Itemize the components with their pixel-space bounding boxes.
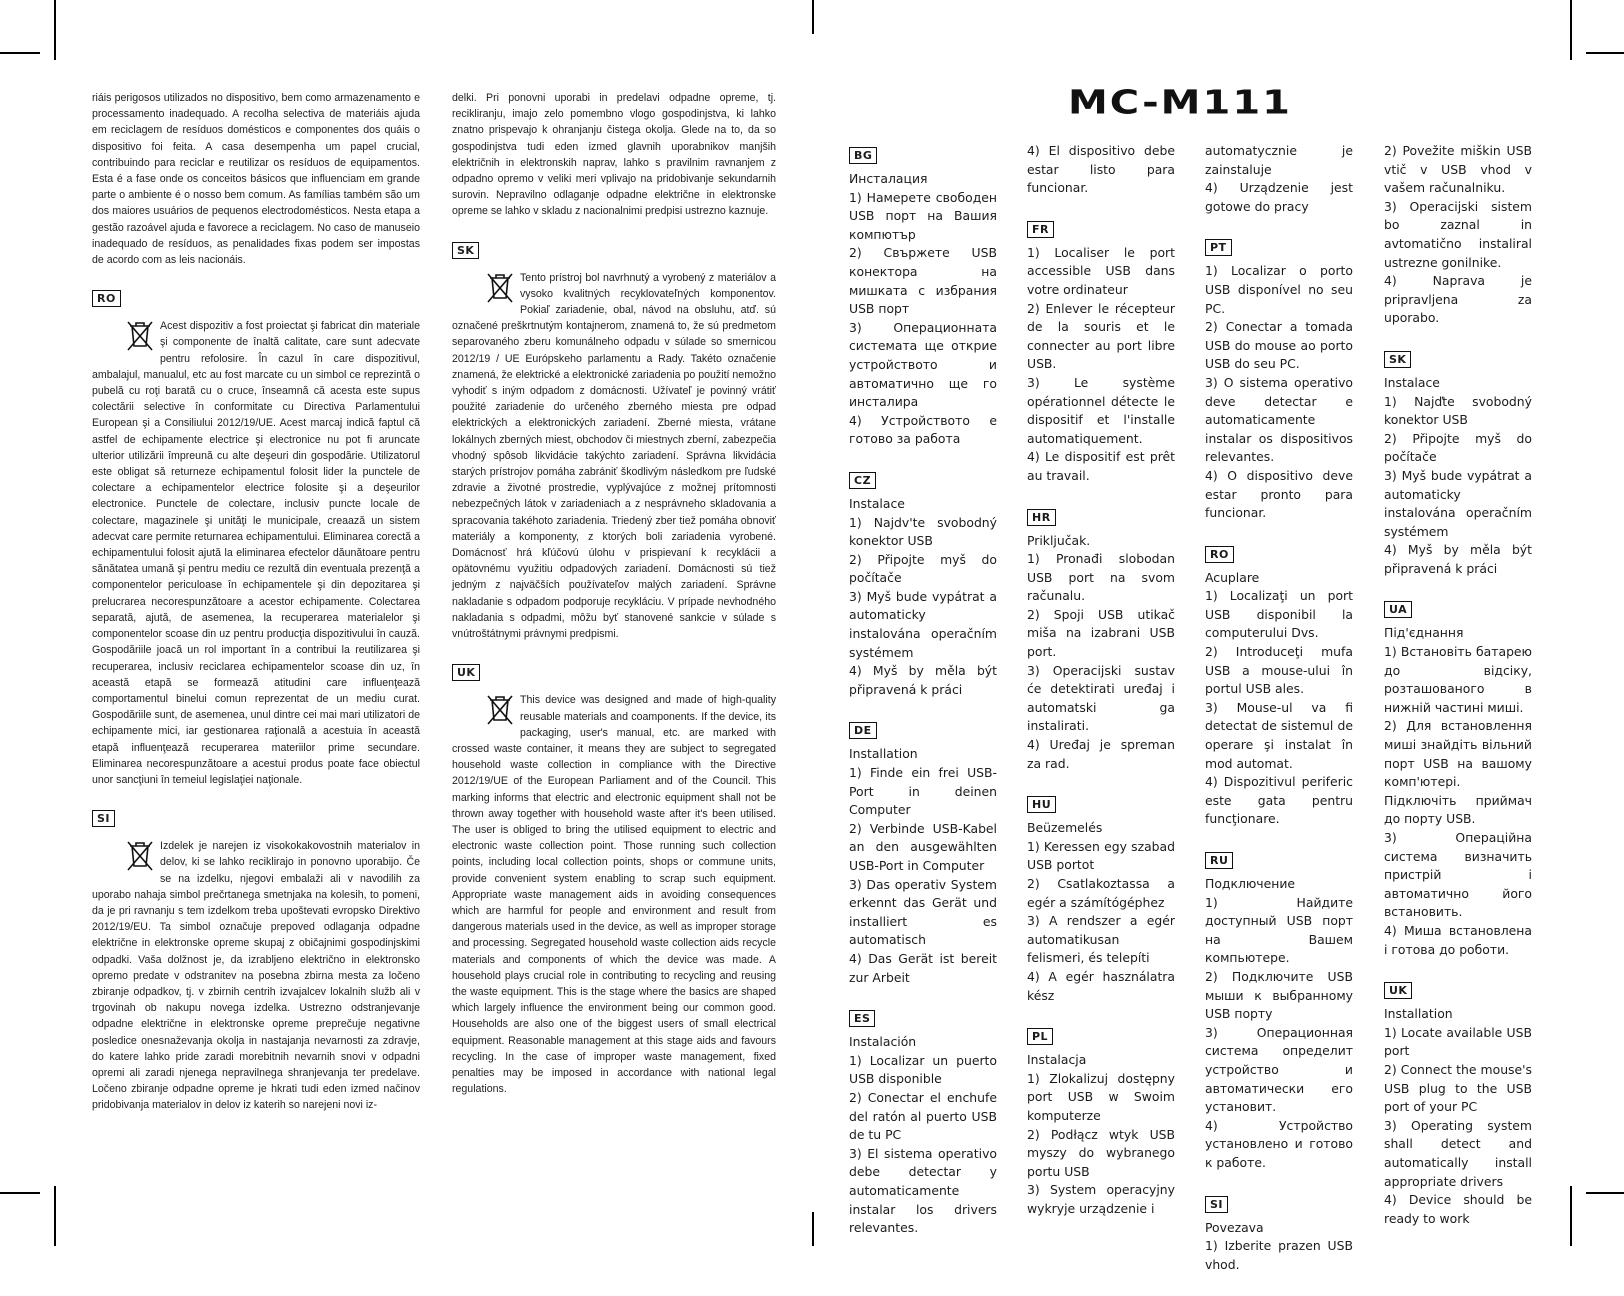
install-section-pl (1027, 1027, 1175, 1218)
install-column-4 (1384, 142, 1532, 1250)
lang-badge-ro: RO (92, 290, 121, 307)
lang-badge-pt: PT (1205, 239, 1232, 256)
install-column-2 (1027, 142, 1175, 1241)
si-tail-text: delki. Pri ponovni uporabi in predelavi odpadne opreme, tj. recikliranju, imajo zelo pomembno vlogo gospodinjstva, ki lahko znatno prispevajo k ohranjanju čistega okolja. Glede na to, da so gospodinjstva tudi eden izmed glavnih uporabnikov manjših električnih in elektronskih naprav, lahko s pravilnim ravnanjem z odpadno opremo v veliki meri vplivajo na pridobivanje sekundarnih surovin. Nepravilno odlaganje odpadne električne in elektronske opreme se lahko v skladu z nacionalnimi predpisi ustrezno kaznuje. (452, 92, 776, 218)
install-heading: Инсталация (849, 171, 928, 186)
uk-disposal-body (452, 692, 776, 1097)
install-step: 2) Podłącz wtyk USB myszy do wybranego portu USB (1027, 1126, 1175, 1179)
crossed-bin-icon (126, 320, 154, 352)
install-heading: Instalace (1384, 374, 1440, 390)
install-step: 1) Zlokalizuj dostępny port USB w Swoim komputerze (1027, 1070, 1175, 1123)
install-step: 1) Localizar un puerto USB disponible (849, 1052, 997, 1087)
crop-mark (54, 1186, 56, 1246)
install-step: 2) Povežite miškin USB vtič v USB vhod v vašem računalniku. (1384, 143, 1532, 196)
install-step: 1) Locate available USB port (1384, 1024, 1532, 1059)
install-column-3 (1205, 142, 1353, 1296)
install-section-ro (1205, 545, 1353, 829)
crop-mark (1586, 1192, 1624, 1194)
install-step: 4) Myš by měla být připravená k práci (849, 663, 997, 697)
crossed-bin-icon (486, 272, 514, 304)
install-step: 3) O sistema operativo deve detectar e automaticamente instalar os dispositivos relevantes. (1205, 374, 1353, 465)
install-step: 4) Миша встановлена і готова до роботи. (1384, 922, 1532, 957)
install-step: 3) Myš bude vypátrat a automaticky instalována operačním systémem (1384, 467, 1532, 539)
install-heading: Acuplare (1205, 569, 1260, 585)
install-heading: Instalación (849, 1034, 917, 1050)
si-disposal-section (92, 810, 420, 1113)
install-step: 2) Spoji USB utikač miša na izabrani USB port. (1027, 606, 1175, 660)
install-heading: Priključak. (1027, 532, 1091, 548)
install-step: 2) Для встановлення миші знайдіть вільний порт USB на вашому комп'ютері. Підключіть приймач до порту USB. (1384, 718, 1532, 827)
install-section-pt (1205, 238, 1353, 522)
install-step: 4) Device should be ready to work (1384, 1192, 1532, 1226)
install-step: 1) Pronađi slobodan USB port na svom računalu. (1027, 551, 1175, 604)
uk-disposal-section (452, 664, 776, 1097)
install-step: 4) El dispositivo debe estar listo para funcionar. (1027, 143, 1175, 196)
install-step: 4) Dispozitivul periferic este gata pentru funcţionare. (1205, 774, 1353, 827)
install-step: 3) Das operativ System erkennt das Gerät und installiert es automatisch (849, 876, 997, 948)
install-step: 4) Устройство установлено и готово к работе. (1205, 1117, 1353, 1170)
install-step: 2) Introduceţi mufa USB a mouse-ului în portul USB ales. (1205, 644, 1353, 697)
left-column-1 (92, 90, 420, 1140)
si-disposal-body (92, 838, 420, 1113)
ro-disposal-section (92, 290, 420, 788)
install-step: 3) Операційна система визначить пристрій і автоматично його встановить. (1384, 830, 1532, 920)
install-step: 1) Najďte svobodný konektor USB (1384, 393, 1532, 428)
lang-badge-sk: SK (452, 242, 479, 259)
sk-disposal-section (452, 242, 776, 643)
install-step: 4) Urządzenie jest gotowe do pracy (1205, 180, 1353, 214)
crop-mark (1586, 52, 1624, 54)
install-section-hr (1027, 508, 1175, 774)
si-disposal-text: Izdelek je narejen iz visokokakovostnih materialov in delov, ki se lahko reciklirajo in ponovno uporabijo. Če se na izdelku, njegovi embalaži ali v navodilih za uporabo nahaja simbol prečrtanega smetnjaka na kolesih, to pomeni, da je pri ravnanju s tem izdelkom treba upoštevati evropsko Direktivo 2012/19/EU. Ta simbol označuje prepoved odlaganja odpadne električne in elektronske opreme skupaj z običajnimi gospodinjskimi odpadki. Vaša dolžnost je, da izrabljeno električno in elektronsko opremo predate v odstranitev na posebna zbirna mesta za ločeno zbiranje odpadkov, tj. v zbirnih centrih izvajalcev lokalnih služb ali v trgovinah ob nakupu novega izdelka. Ustrezno odstranjevanje odpadne električne in elektronske opreme preprečuje negativne posledice onesnaževanja okolja in nastajanja nevarnosti za zdravje, do katere lahko pride zaradi morebitnih nevarnih snovi v odpadni opremi ali zaradi njenega nepravilnega shranjevanja ter predelave. Ločeno zbiranje odpadne opreme je hkrati tudi eden izmed načinov pridobivanja materialov in delov iz katerih so narejeni novi iz- (92, 840, 420, 1112)
install-heading: Під'єднання (1384, 625, 1464, 641)
lang-badge-ru: RU (1205, 852, 1233, 869)
install-section-si (1205, 1195, 1353, 1275)
install-step: 3) Operacijski sistem bo zaznal in avtomatično instaliral ustrezne gonilnike. (1384, 198, 1532, 270)
install-step: 1) Localizaţi un port USB disponibil la computerului Dvs. (1205, 588, 1353, 641)
install-step: 1) Izberite prazen USB vhod. (1205, 1238, 1353, 1272)
install-section-ru (1205, 851, 1353, 1173)
install-section-sk (1384, 350, 1532, 579)
install-step: 3) Mouse-ul va fi detectat de sistemul de operare şi instalat în mod automat. (1205, 699, 1353, 771)
lang-badge-es: ES (849, 1010, 875, 1027)
install-step: 3) Операционная система определит устройство и автоматически его установит. (1205, 1024, 1353, 1115)
install-step: 2) Conectar el enchufe del ratón al puerto USB de tu PC (849, 1089, 997, 1143)
lang-badge-ro: RO (1205, 546, 1234, 563)
install-step: 2) Připojte myš do počítače (1384, 430, 1532, 465)
lang-badge-uk: UK (452, 664, 480, 681)
install-section-continued (1384, 142, 1532, 328)
install-step: 3) Le système opérationnel détecte le dispositif et l'installe automatiquement. (1027, 374, 1175, 446)
lang-badge-de: DE (849, 722, 877, 739)
model-title (1068, 84, 1308, 140)
install-section-de (849, 721, 997, 987)
pt-tail-text: riáis perigosos utilizados no dispositivo, bem como armazenamento e processamento inadequado. A recolha selectiva de materiáis ajuda em reciclagem de resíduos domésticos e componentes dos quáis o dispositivo foi feita. A casa desempenha um papel crucial, contribuindo para reciclar e reutilizar os resíduos de equipamentos. Esta é a fase onde os conceitos básicos que influenciam em grande parte o ambiente é o nosso bem comum. As famílias também são um dos maiores usuários de pequenos electrodomésticos. Nesta etapa a gestão razoável ajuda e favorece a reciclagem. No caso de manuseio inadequado de resíduos, as penalidades fixas podem ser impostas de acordo com as leis nacionáis. (92, 92, 420, 267)
install-step: 2) Csatlakoztassa a egér a számítógéphez (1027, 876, 1175, 910)
lang-badge-pl: PL (1027, 1028, 1053, 1045)
install-step: automatycznie je zainstaluje (1205, 143, 1353, 177)
lang-badge-si: SI (1205, 1196, 1228, 1213)
lang-badge-cz: CZ (849, 472, 876, 489)
install-step: 3) El sistema operativo debe detectar y automaticamente instalar los drivers relevantes. (849, 1145, 997, 1236)
install-heading: Installation (849, 746, 918, 762)
install-step: 3) Операционната системата ще открие устройството и автоматично ще го инсталира (849, 319, 997, 410)
crossed-bin-icon (486, 694, 514, 726)
install-step: 2) Conectar a tomada USB do mouse ao porto USB do seu PC. (1205, 319, 1353, 372)
install-step: 4) Myš by měla být připravená k práci (1384, 542, 1532, 576)
crop-mark (812, 1212, 814, 1246)
install-heading: Instalace (849, 495, 905, 511)
model-title-text: MC-M111 (1068, 84, 1292, 122)
install-step: 4) O dispositivo deve estar pronto para funcionar. (1205, 467, 1353, 521)
install-section-cz (849, 471, 997, 700)
install-step: 3) System operacyjny wykryje urządzenie i (1027, 1182, 1175, 1216)
install-heading: Beüzemelés (1027, 820, 1103, 836)
install-step: 2) Connect the mouse's USB plug to the USB port of your PC (1384, 1061, 1532, 1115)
pt-disposal-tail (92, 90, 420, 268)
left-column-2 (452, 90, 776, 1123)
lang-badge-hu: HU (1027, 796, 1056, 813)
install-step: 2) Свържете USB конектора на мишката с избрания USB порт (849, 245, 997, 317)
install-step: 4) Uređaj je spreman za rad. (1027, 737, 1175, 771)
ro-disposal-text: Acest dispozitiv a fost proiectat şi fabricat din materiale şi componente de înaltă calitate, care sunt adecvate pentru refolosire. În cazul în care dispozitivul, ambalajul, manualul, etc au fost marcate cu un simbol ce reprezintă o pubelă cu roţi barată cu o cruce, înseamnă că acesta este supus colectării selective în conformitate cu Directiva Parlamentului European şi a Consiliului 2012/19/UE. Acest marcaj indică faptul că astfel de echipamente electrice şi electronice nu pot fi aruncate ulterior utilizării împreună cu alte deşeuri din gospodărie. Utilizatorul este obligat să returneze echipamentul folosit lider la punctele de colectare a echipamentelor electrice folosite şi a deşeurilor electronice. Punctele de colectare, inclusiv puncte locale de colectare, magazinele şi unităţi le municipale, creaază un sistem adecvat care permite returnarea echipamentului. Eliminarea corectă a echipamentului folosit ajută la eliminarea efectelor dăunătoare pentru sănătatea umană şi pentru mediu ce rezultă din eventuala prezenţă a componentelor periculoase în echipamentele şi din depozitarea şi prelucrarea necorespunzătoare a acestor echipamente. Colectarea separată, ajută, de asemenea, la recuperarea materialelor şi componentelor scoase din uz pentru producţia dispozitivului în cauză. Gospodăriile joacă un rol important în a contribui la reutilizarea şi recuperarea, inclusiv reciclarea echipamentelor scoase din uz, în această etapă se formează atitudini care influenţează comportamentul binelui comun reprezentat de un mediu curat. Gospodăriile sunt, de asemenea, unul dintre cei mai mari utilizatori de echipamente mici, iar gestionarea raţională a acestuia în această etapă influenţează recuperarea materiilor prime secundare. Eliminarea necorespunzătoare a acestui produs poate face obiectul unor sancţiuni în temeiul legislaţiei naţionale. (92, 320, 420, 786)
lang-badge-fr: FR (1027, 221, 1054, 238)
install-section-bg (849, 146, 997, 449)
install-heading: Povezava (1205, 1219, 1264, 1235)
install-section-es (849, 1009, 997, 1238)
lang-badge-uk: UK (1384, 982, 1412, 999)
crop-mark (1570, 0, 1572, 60)
install-step: 3) Operating system shall detect and automatically install appropriate drivers (1384, 1117, 1532, 1189)
install-section-fr (1027, 220, 1175, 486)
install-step: 1) Finde ein frei USB-Port in deinen Computer (849, 765, 997, 818)
sk-disposal-body (452, 270, 776, 643)
lang-badge-sk: SK (1384, 351, 1411, 368)
install-heading: Подключение (1205, 876, 1296, 891)
crop-mark (54, 0, 56, 60)
install-step: 2) Enlever le récepteur de la souris et le connecter au port libre USB. (1027, 300, 1175, 372)
crop-mark (1570, 1186, 1572, 1246)
install-step: 3) A rendszer a egér automatikusan felismeri, és telepíti (1027, 913, 1175, 966)
install-step: 2) Подключите USB мыши к выбранному USB порту (1205, 968, 1353, 1022)
install-section-uk (1384, 981, 1532, 1228)
install-step: 1) Localizar o porto USB disponível no seu PC. (1205, 263, 1353, 316)
lang-badge-ua: UA (1384, 601, 1412, 618)
uk-disposal-text: This device was designed and made of high-quality reusable materials and coamponents. If the device, its packaging, user's manual, etc. are marked with crossed waste container, it means they are subject to segregated household waste collection in compliance with the Directive 2012/19/UE of the European Parliament and of the Council. This marking informs that electric and electronic equipment shall not be thrown away together with household waste after it's been utilised. The user is obliged to bring the utilised equipment to electric and electronic waste collection point. Those running such collection points, including local collection points, shops or commune units, provide convenient system enabling to scrap such equipment. Appropriate waste management aids in avoiding consequences which are harmful for people and environment and result from dangerous materials used in the device, as well as improper storage and processing. Segregated household waste collection aids recycle materials and components of which the device was made. A household plays crucial role in contributing to recycling and reusing the waste equipment. This is the stage where the basics are shaped which largely influence the environment being our common good. Households are also one of the biggest users of small electrical equipment. Reasonable management at this stage aids and favours recycling. In the case of improper waste management, fixed penalties may be imposed in accordance with national legal regulations. (452, 694, 776, 1096)
crop-mark (0, 52, 40, 54)
install-step: 1) Намерете свободен USB порт на Вашия компютър (849, 189, 997, 242)
install-section-hu (1027, 795, 1175, 1005)
install-step: 1) Найдите доступный USB порт на Вашем компьютере. (1205, 894, 1353, 966)
install-section-continued (1027, 142, 1175, 198)
install-step: 1) Встановіть батарею до відсіку, розташованого в нижній частині миші. (1384, 644, 1532, 715)
install-step: 4) A egér használatra kész (1027, 968, 1175, 1003)
lang-badge-si: SI (92, 810, 115, 827)
install-step: 2) Připojte myš do počítače (849, 551, 997, 586)
install-step: 3) Myš bude vypátrat a automaticky instalována operačním systémem (849, 588, 997, 660)
install-step: 2) Verbinde USB-Kabel an den ausgewählten USB-Port in Computer (849, 820, 997, 873)
lang-badge-hr: HR (1027, 509, 1056, 526)
install-heading: Instalacja (1027, 1052, 1087, 1068)
install-step: 1) Najdv'te svobodný konektor USB (849, 514, 997, 549)
sk-disposal-text: Tento prístroj bol navrhnutý a vyrobený z materiálov a vysoko kvalitných recyklovateľných komponentov. Pokiaľ zariadenie, obal, návod na obsluhu, atď. sú označené preškrtnutým kontajnerom, znamená to, že sú predmetom separovaného zberu komunálneho odpadu v súlade so smernicou 2012/19 / UE Európskeho parlamentu a Rady. Takéto označenie znamená, že elektrické a elektronické zariadenia po použití nemožno vyhodiť s iným odpadom z domácnosti. Užívateľ je povinný vrátiť použité zariadenie do určeného zberného miesta pre odpad elektrických a elektronických zariadení. Zberné miesta, vrátane lokálnych zberných miest, obchodov či miestnych zberní, zabezpečia vhodný spôsob likvidácie takýchto zariadení. Správna likvidácia starých prístrojov pomáha zabrániť škodlivým následkom pre ľudské zdravie a životné prostredie, vyplývajúce z možnej prítomnosti nebezpečných látok v zariadeniach a z nesprávneho skladovania a spracovania takéhoto zariadenia. Triedený zber tiež pomáha obnoviť materiály a komponenty, z ktorých boli zariadenia vyrobené. Domácnosť hrá kľúčovú úlohu v prispievaní k recyklácii a opätovnému využitiu odpadových zariadení. Domácnosti sú tiež jedným z najväčších používateľov malých zariadení. Správne nakladanie s odpadom podporuje recykláciu. V prípade nevhodného nakladania s odpadmi, môžu byť stanovené sankcie v súlade s vnútroštátnymi právnymi predpismi. (452, 271, 776, 641)
si-disposal-tail (452, 90, 776, 220)
install-heading: Installation (1384, 1006, 1453, 1022)
install-step: 3) Operacijski sustav će detektirati uređaj i automatski ga instalirati. (1027, 662, 1175, 734)
crop-mark (0, 1192, 40, 1194)
install-step: 1) Keressen egy szabad USB portot (1027, 838, 1175, 873)
ro-disposal-body (92, 318, 420, 788)
lang-badge-bg: BG (849, 147, 877, 164)
crossed-bin-icon (126, 840, 154, 872)
install-step: 1) Localiser le port accessible USB dans votre ordinateur (1027, 244, 1175, 297)
install-step: 4) Устройството е готово за работа (849, 412, 997, 447)
install-section-continued (1205, 142, 1353, 216)
install-column-1 (849, 146, 997, 1260)
install-step: 4) Das Gerät ist bereit zur Arbeit (849, 950, 997, 985)
crop-mark (812, 0, 814, 34)
install-step: 4) Naprava je pripravljena za uporabo. (1384, 273, 1532, 326)
install-section-ua (1384, 600, 1532, 959)
install-step: 4) Le dispositif est prêt au travail. (1027, 449, 1175, 483)
